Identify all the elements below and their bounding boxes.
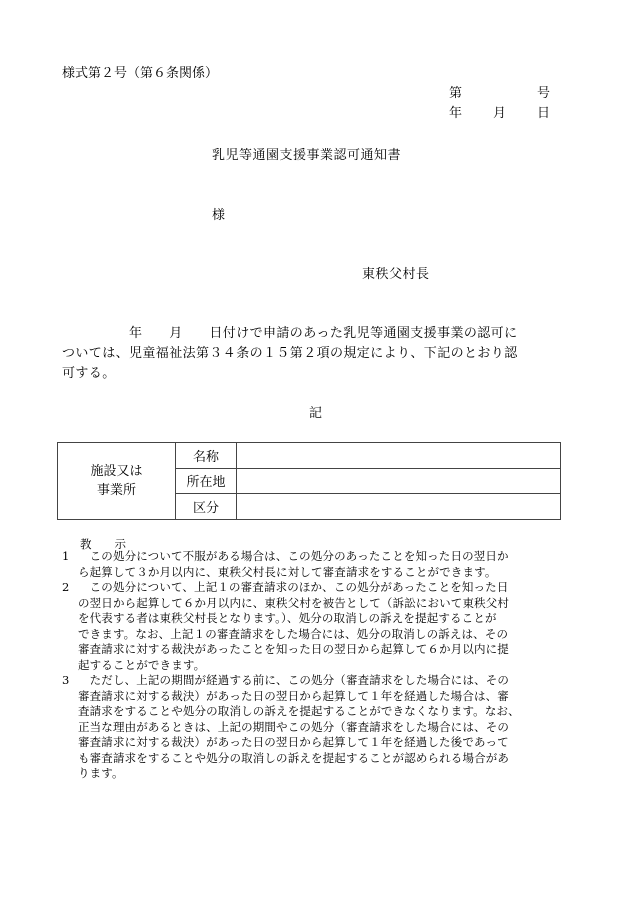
notice-line: 審査請求に対する裁決があったことを知った日の翌日から起算して６か月以内に提 <box>78 642 509 656</box>
sender-name: 東秩父村長 <box>362 267 430 282</box>
notice-line: この処分について、上記１の審査請求のほか、この処分があったことを知った日 <box>78 580 509 594</box>
notice-item-body <box>78 673 574 782</box>
body-line: 可する。 <box>62 366 116 381</box>
notice-line: ら起算して３か月以内に、東秩父村長に対して審査請求をすることができます。 <box>78 564 497 579</box>
notice-item-body <box>78 580 574 673</box>
address-label: 所在地 <box>176 468 237 494</box>
facility-group-label-line1: 施設又は <box>90 464 143 479</box>
notice-item <box>62 549 574 580</box>
facility-group-label <box>58 443 176 520</box>
notice-line: の翌日から起算して６か月以内に、東秩父村を被告として（訴訟において東秩父村 <box>78 595 510 610</box>
notice-line: を代表する者は東秩父村長となります。）、処分の取消しの訴えを提起することが <box>78 611 497 625</box>
issue-date-line <box>449 106 550 122</box>
notice-line: 正当な理由があるときは、上記の期間やこの処分（審査請求をした場合には、その <box>78 719 510 734</box>
notice-line: ります。 <box>78 766 124 780</box>
notice-item-body <box>78 549 574 580</box>
category-value <box>237 494 561 520</box>
notice-line: 審査請求に対する裁決）があった日の翌日から起算して１年を経過した場合は、審 <box>78 688 509 703</box>
number-suffix: 号 <box>536 86 550 101</box>
notice-heading: 教 示 <box>80 537 126 551</box>
notice-item <box>62 673 574 782</box>
facility-group-label-line2: 事業所 <box>96 483 136 498</box>
notice-line: 起することができます。 <box>78 657 206 672</box>
notice-item-number: 3 <box>62 673 70 687</box>
notice-item-number: 1 <box>62 549 70 563</box>
name-value <box>237 443 561 469</box>
body-paragraph <box>62 324 572 384</box>
notice-line: 審査請求に対する裁決）があった日の翌日から起算して１年を経過した後であって <box>78 735 509 749</box>
body-line: 年 月 日付けで申請のあった乳児等通園支援事業の認可に <box>62 326 518 341</box>
category-label: 区分 <box>176 494 237 520</box>
number-prefix: 第 <box>449 86 463 101</box>
notice-list <box>62 549 574 782</box>
document-number-line <box>449 86 550 102</box>
facility-table <box>57 442 561 520</box>
date-month: 月 <box>492 106 506 121</box>
date-day: 日 <box>536 106 550 121</box>
notice-line: も審査請求をすることや処分の取消しの訴えを提起することが認められる場合があ <box>78 750 510 765</box>
notice-line: ただし、上記の期間が経過する前に、この処分（審査請求をした場合には、その <box>78 673 510 687</box>
notice-line: できます。なお、上記１の審査請求をした場合には、処分の取消しの訴えは、その <box>78 626 509 641</box>
form-number: 様式第２号（第６条関係） <box>62 66 219 81</box>
body-line: ついては、児童福祉法第３４条の１５第２項の規定により、下記のとおり認 <box>62 346 518 361</box>
notice-item <box>62 580 574 673</box>
date-year: 年 <box>449 106 463 121</box>
notice-item-number: 2 <box>62 580 70 594</box>
notice-line: 査請求をすることや処分の取消しの訴えを提起することができなくなります。なお、 <box>78 704 520 718</box>
table-row <box>58 443 561 469</box>
notice-line: この処分について不服がある場合は、この処分のあったことを知った日の翌日か <box>78 549 509 563</box>
addressee-honorific: 様 <box>212 208 226 223</box>
ki-heading: 記 <box>309 406 323 421</box>
address-value <box>237 468 561 494</box>
name-label: 名称 <box>176 443 237 469</box>
document-title: 乳児等通園支援事業認可通知書 <box>212 148 402 163</box>
